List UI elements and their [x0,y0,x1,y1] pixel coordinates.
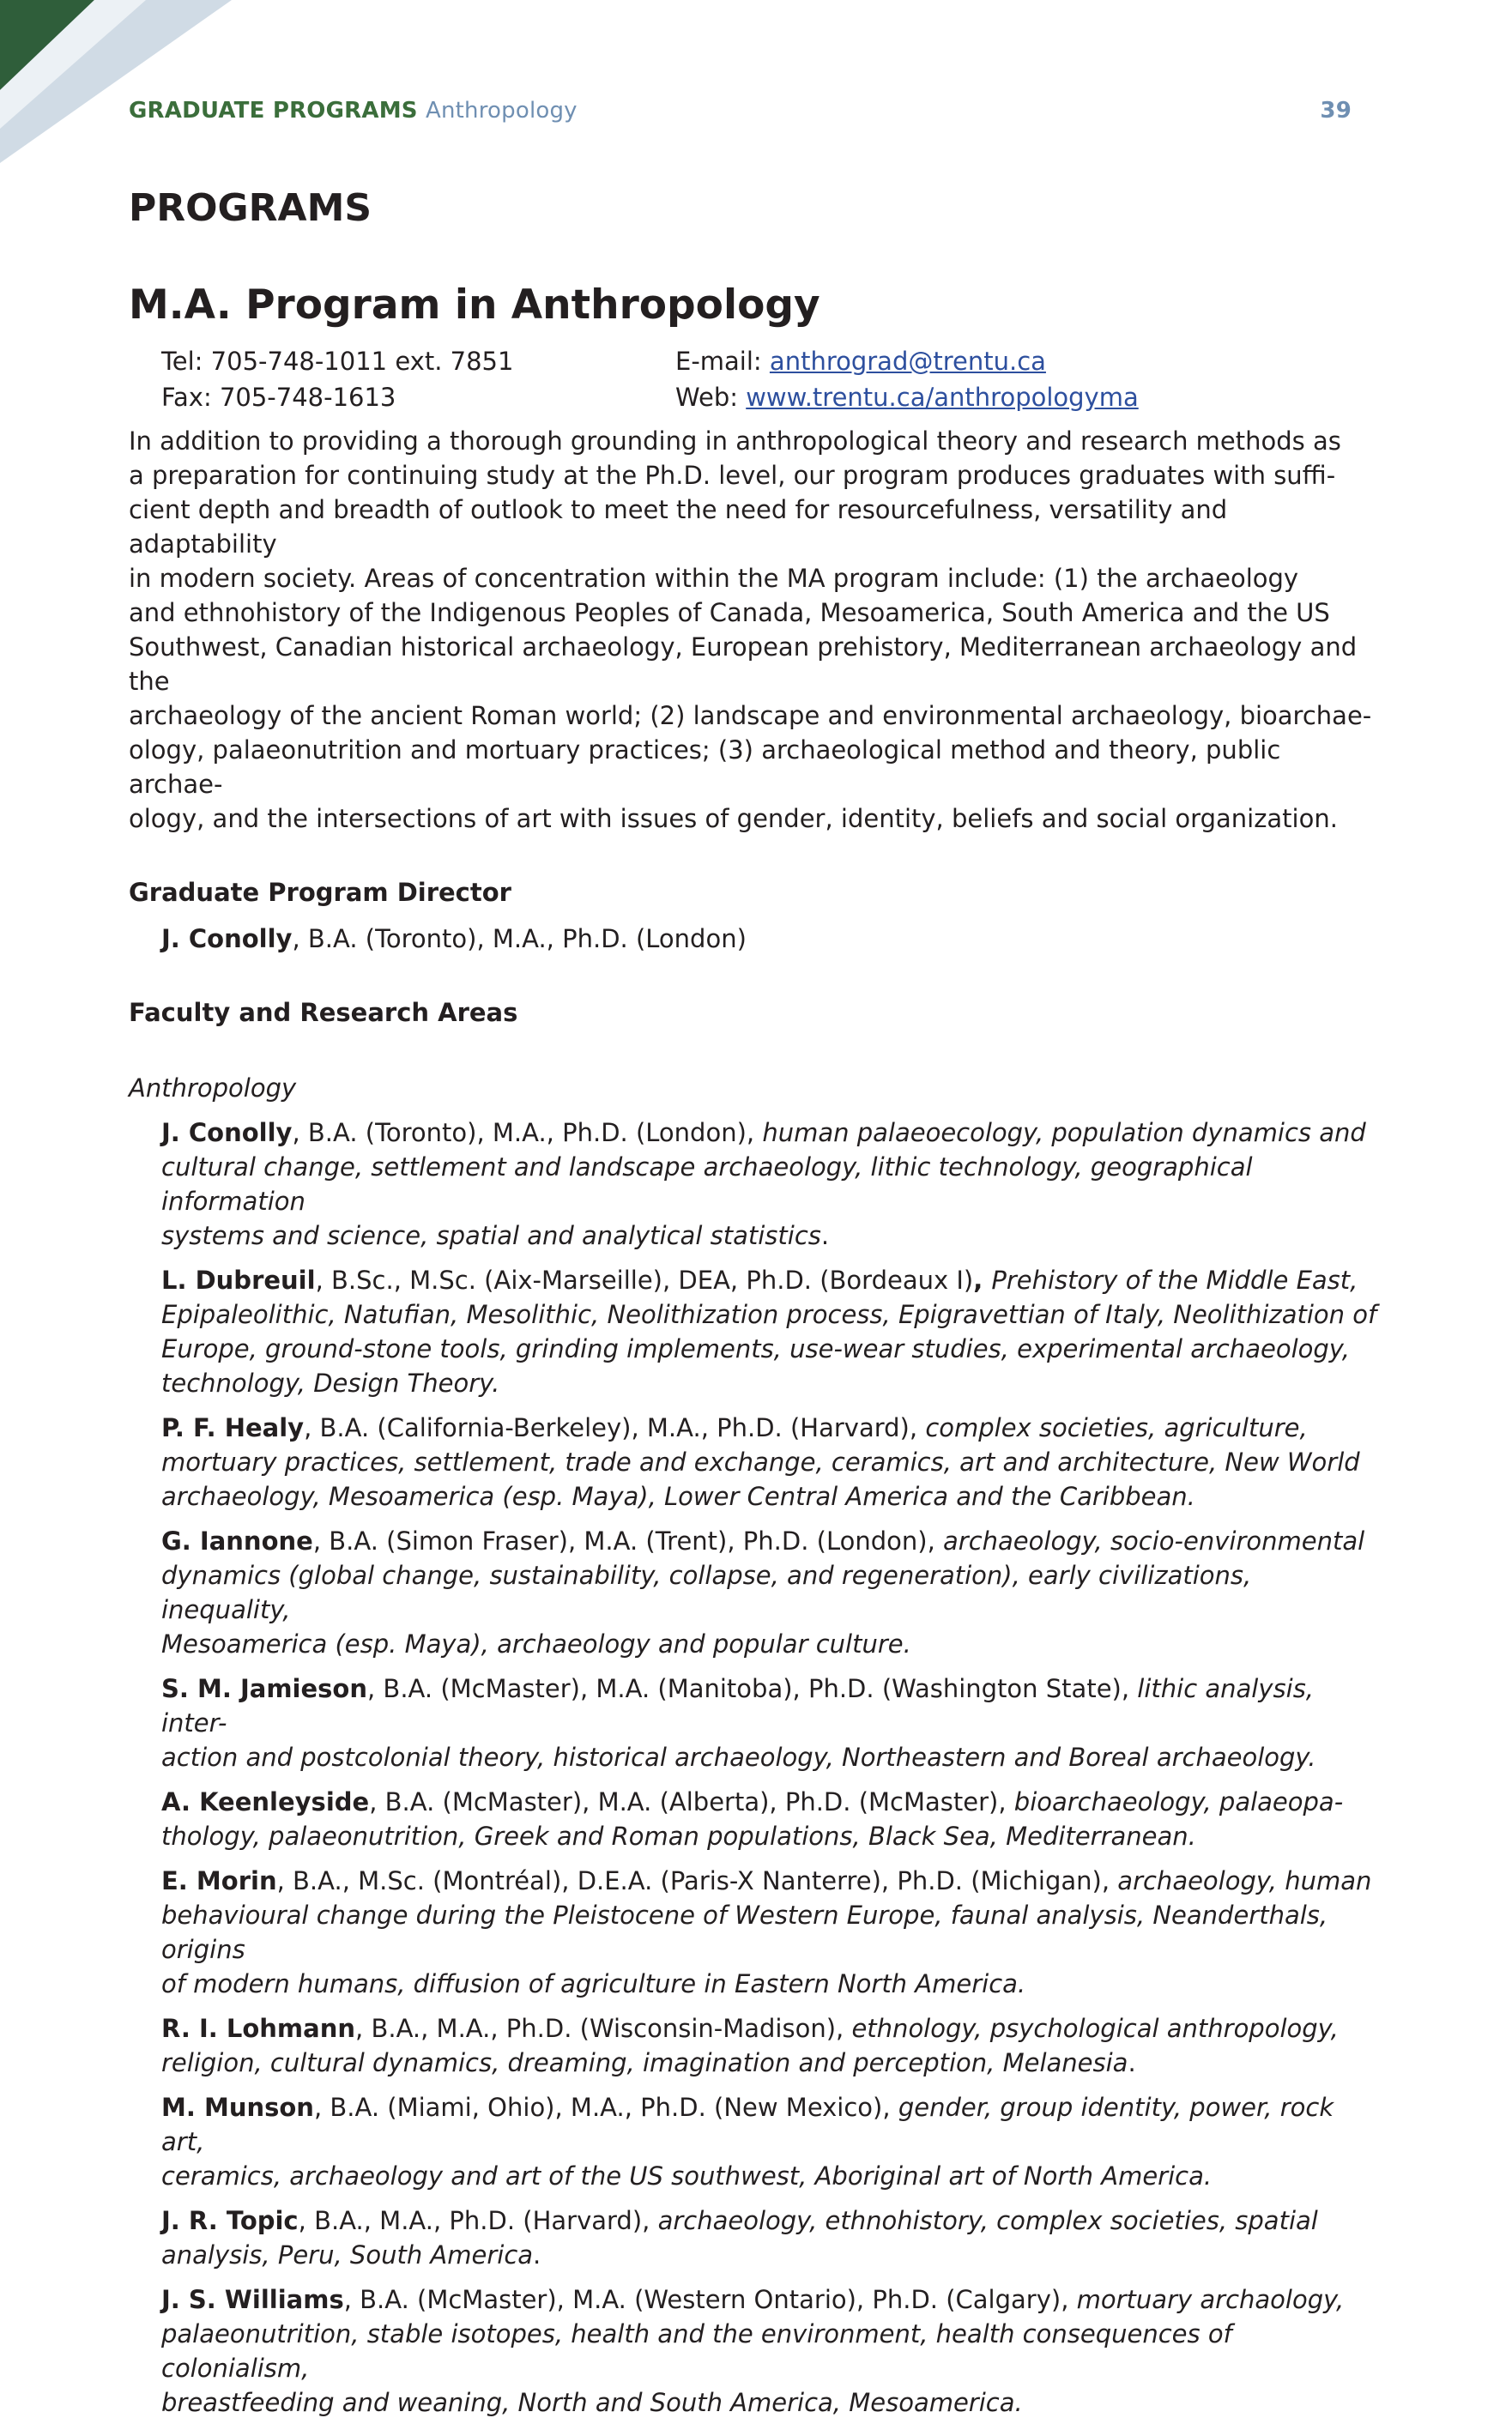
faculty-credentials: , B.A. (McMaster), M.A. (Western Ontario), Ph.D. (Calgary), [343,2285,1077,2314]
director-name: J. Conolly [161,924,293,953]
faculty-name: A. Keenleyside [161,1787,370,1816]
website-link[interactable]: www.trentu.ca/anthropologyma [746,383,1139,412]
faculty-research-areas: archaeology, ethnohistory, complex societies, spatial analysis, Peru, South America [161,2206,1318,2270]
faculty-entry [161,2282,1382,2420]
faculty-name: S. M. Jamieson [161,1674,367,1703]
faculty-credentials: , B.A. (Simon Fraser), M.A. (Trent), Ph.D. (London), [312,1526,944,1556]
faculty-credentials: , B.A. (Miami, Ohio), M.A., Ph.D. (New Mexico), [313,2093,898,2122]
description-line: a preparation for continuing study at the Ph.D. level, our program produces graduates with suffi- [129,461,1336,490]
faculty-research-areas: bioarchaeology, palaeopa- thology, palaeonutrition, Greek and Roman populations, Black Sea, Mediterranean. [161,1787,1344,1851]
page-content [129,184,1382,2430]
faculty-name: P. F. Healy [161,1413,305,1442]
contact-row [161,379,1382,415]
faculty-research-areas: mortuary archaology, palaeonutrition, stable isotopes, health and the environment, health consequences of colonialism, breastfeeding and weaning, North and South America, Mesoamerica. [161,2285,1345,2417]
faculty-entry-end: . [533,2240,541,2270]
faculty-heading: Faculty and Research Areas [129,998,518,1027]
faculty-entry [161,2203,1382,2272]
faculty-credentials: , B.A., M.Sc. (Montréal), D.E.A. (Paris-X Nanterre), Ph.D. (Michigan), [276,1866,1118,1895]
faculty-name: J. S. Williams [161,2285,344,2314]
section-title: PROGRAMS [129,186,372,230]
faculty-research-areas: lithic analysis, inter- action and postcolonial theory, historical archaeology, Northeastern and Boreal archaeology. [161,1674,1316,1772]
faculty-entry [161,2011,1382,2080]
faculty-research-areas: human palaeoecology, population dynamics and cultural change, settlement and landscape archaeology, lithic technology, geographical information systems and science, spatial and analytical statistics [161,1118,1366,1250]
corner-decoration [0,0,275,163]
faculty-research-areas: complex societies, agriculture, mortuary practices, settlement, trade and exchange, ceramics, art and architecture, New World archaeology, Mesoamerica (esp. Maya), Lower Central America and the Caribbean. [161,1413,1360,1511]
program-description [129,424,1382,836]
email-link[interactable]: anthrograd@trentu.ca [769,347,1046,376]
faculty-research-areas: gender, group identity, power, rock art, ceramics, archaeology and art of the US southwest, Aboriginal art of North America. [161,2093,1334,2191]
description-line: Southwest, Canadian historical archaeology, European prehistory, Mediterranean archaeology and the [129,632,1358,696]
faculty-list [161,1115,1382,2420]
faculty-credentials: , B.A. (McMaster), M.A. (Manitoba), Ph.D. (Washington State), [367,1674,1138,1703]
fax-number: Fax: 705-748-1613 [161,383,396,412]
program-director [161,922,1382,956]
faculty-entry-end: . [1128,2048,1136,2077]
description-line: in modern society. Areas of concentration within the MA program include: (1) the archaeology [129,564,1299,593]
description-line: In addition to providing a thorough grounding in anthropological theory and research methods as [129,426,1341,456]
faculty-research-areas: archaeology, socio-environmental dynamics (global change, sustainability, collapse, and regeneration), early civilizations, inequality, Mesoamerica (esp. Maya), archaeology and popular culture. [161,1526,1365,1659]
faculty-credentials: , B.A. (McMaster), M.A. (Alberta), Ph.D. (McMaster), [369,1787,1014,1816]
director-credentials: , B.A. (Toronto), M.A., Ph.D. (London) [292,924,747,953]
faculty-research-areas: ethnology, psychological anthropology, religion, cultural dynamics, dreaming, imagination and perception, Melanesia [161,2014,1339,2077]
description-line: and ethnohistory of the Indigenous Peoples of Canada, Mesoamerica, South America and the US [129,598,1330,627]
faculty-entry [161,1671,1382,1774]
faculty-credentials: , B.Sc., M.Sc. (Aix-Marseille), DEA, Ph.D. (Bordeaux I) [315,1266,974,1295]
faculty-name: R. I. Lohmann [161,2014,356,2043]
faculty-separator: , [973,1266,992,1295]
description-line: ology, and the intersections of art with issues of gender, identity, beliefs and social organization. [129,804,1338,833]
page-number: 39 [1320,98,1352,124]
faculty-entry [161,1785,1382,1853]
faculty-subheading: Anthropology [129,1073,297,1103]
faculty-entry [161,1115,1382,1253]
web-line [675,379,1139,415]
faculty-entry [161,1524,1382,1661]
faculty-entry [161,1864,1382,2001]
description-line: cient depth and breadth of outlook to meet the need for resourcefulness, versatility and adaptability [129,495,1228,559]
faculty-credentials: , B.A., M.A., Ph.D. (Wisconsin-Madison), [355,2014,852,2043]
faculty-name: M. Munson [161,2093,314,2122]
faculty-name: L. Dubreuil [161,1266,316,1295]
faculty-research-areas: archaeology, human behavioural change during the Pleistocene of Western Europe, faunal analysis, Neanderthals, origins of modern humans, diffusion of agriculture in Eastern North America. [161,1866,1372,1998]
running-head-subsection: Anthropology [425,98,578,124]
description-line: archaeology of the ancient Roman world; (2) landscape and environmental archaeology, bioarchae- [129,701,1372,730]
faculty-research-areas: Prehistory of the Middle East, Epipaleolithic, Natufian, Mesolithic, Neolithization process, Epigravettian of Italy, Neolithization of Europe, ground-stone tools, grinding implements, use-wear studies, experimental archaeology, technology, Design Theory. [161,1266,1377,1398]
running-head-section: GRADUATE PROGRAMS [129,98,418,124]
description-line: ology, palaeonutrition and mortuary practices; (3) archaeological method and theory, public archae- [129,735,1281,799]
contact-row [161,343,1382,379]
faculty-credentials: , B.A. (Toronto), M.A., Ph.D. (London), [292,1118,763,1147]
faculty-name: E. Morin [161,1866,277,1895]
phone-number: Tel: 705-748-1011 ext. 7851 [161,347,514,376]
director-heading: Graduate Program Director [129,878,511,907]
faculty-name: G. Iannone [161,1526,313,1556]
contact-block [161,343,1382,415]
email-line [675,343,1046,379]
faculty-credentials: , B.A. (California-Berkeley), M.A., Ph.D. (Harvard), [304,1413,926,1442]
email-label: E-mail: [675,347,770,376]
faculty-entry-end: . [820,1221,830,1250]
web-label: Web: [675,383,747,412]
faculty-name: J. R. Topic [161,2206,299,2235]
faculty-name: J. Conolly [161,1118,293,1147]
faculty-credentials: , B.A., M.A., Ph.D. (Harvard), [298,2206,658,2235]
program-title: M.A. Program in Anthropology [129,281,820,329]
running-head [129,98,1352,124]
faculty-entry [161,1411,1382,1514]
faculty-entry [161,2090,1382,2193]
faculty-entry [161,1263,1382,1400]
